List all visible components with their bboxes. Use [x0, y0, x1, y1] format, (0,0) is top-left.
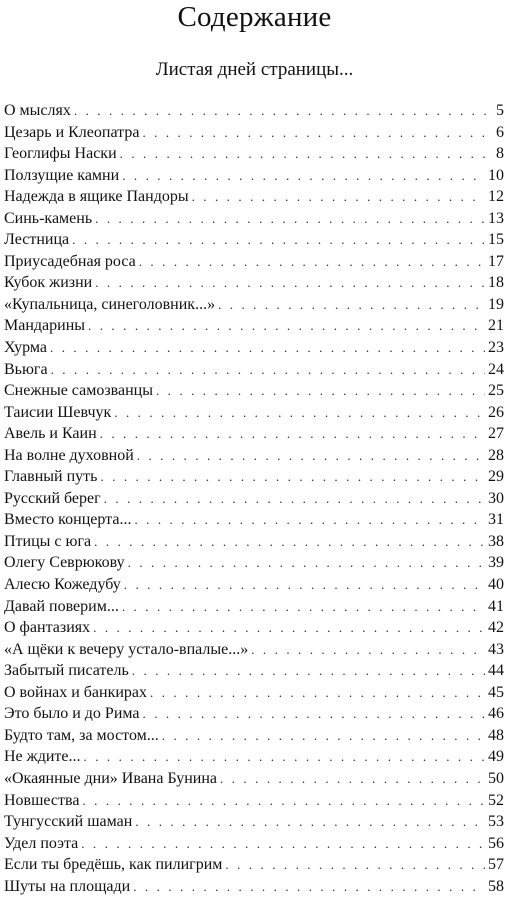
dot-leader	[95, 272, 485, 294]
toc-entry[interactable]	[4, 596, 504, 618]
toc-entry[interactable]	[4, 272, 504, 294]
toc-entry-title: Олегу Севрюкову	[4, 554, 125, 572]
dot-leader	[74, 100, 487, 122]
toc-entry[interactable]	[4, 466, 504, 488]
toc-entry[interactable]	[4, 725, 504, 747]
toc-entry-title: Если ты бредёшь, как пилигрим	[4, 856, 223, 874]
dot-leader	[81, 833, 485, 855]
toc-entry-page-number: 58	[488, 877, 504, 895]
toc-entry-page-number: 57	[488, 856, 504, 874]
toc-entry-title: Ползущие камни	[4, 166, 120, 184]
dot-leader	[162, 725, 485, 747]
dot-leader	[220, 768, 485, 790]
toc-entry-title: Удел поэта	[4, 834, 79, 852]
toc-entry-page-number: 19	[488, 295, 504, 313]
dot-leader	[120, 143, 487, 165]
toc-entry-page-number: 46	[488, 705, 504, 723]
toc-entry[interactable]	[4, 143, 504, 165]
dot-leader	[122, 596, 485, 618]
toc-entry-title: Шуты на площади	[4, 877, 131, 895]
toc-entry-title: О мыслях	[4, 102, 71, 119]
toc-entry-page-number: 31	[488, 511, 504, 529]
dot-leader	[124, 574, 485, 596]
dot-leader	[137, 445, 485, 467]
toc-entry-title: Таисии Шевчук	[4, 403, 112, 421]
toc-entry[interactable]	[4, 337, 504, 359]
toc-entry-page-number: 42	[488, 619, 504, 637]
dot-leader	[50, 337, 485, 359]
toc-entry[interactable]	[4, 552, 504, 574]
toc-entry-title: О войнах и банкирах	[4, 683, 148, 701]
toc-entry-page-number: 44	[488, 662, 504, 680]
dot-leader	[114, 402, 485, 424]
dot-leader	[122, 165, 485, 187]
toc-entry-title: Авель и Каин	[4, 425, 97, 443]
toc-entry[interactable]	[4, 100, 504, 122]
toc-entry-title: Забытый писатель	[4, 662, 129, 680]
toc-entry[interactable]	[4, 165, 504, 187]
toc-entry-page-number: 30	[488, 489, 504, 507]
toc-entry-page-number: 15	[488, 231, 504, 249]
toc-entry[interactable]	[4, 617, 504, 639]
toc-entry[interactable]	[4, 423, 504, 445]
toc-entry-page-number: 53	[488, 813, 504, 831]
toc-entry[interactable]	[4, 294, 504, 316]
toc-entry[interactable]	[4, 703, 504, 725]
toc-entry-title: Не ждите...	[4, 748, 81, 766]
toc-entry[interactable]	[4, 380, 504, 402]
toc-entry[interactable]	[4, 488, 504, 510]
toc-entry[interactable]	[4, 682, 504, 704]
toc-entry-title: Лестница	[4, 231, 70, 249]
toc-entry[interactable]	[4, 876, 504, 897]
toc-entry-page-number: 29	[488, 468, 504, 486]
toc-entry[interactable]	[4, 509, 504, 531]
toc-entry-page-number: 25	[488, 382, 504, 400]
table-of-contents	[4, 100, 504, 897]
toc-entry-page-number: 12	[488, 188, 504, 206]
toc-entry-page-number: 40	[488, 576, 504, 594]
toc-entry[interactable]	[4, 639, 504, 661]
dot-leader	[93, 617, 485, 639]
toc-entry-title: Геоглифы Наски	[4, 145, 117, 163]
toc-entry-title: Вместо концерта...	[4, 511, 132, 529]
toc-entry[interactable]	[4, 315, 504, 337]
toc-entry[interactable]	[4, 531, 504, 553]
dot-leader	[95, 208, 485, 230]
toc-entry-title: Алесю Кожедубу	[4, 576, 121, 594]
toc-entry[interactable]	[4, 790, 504, 812]
toc-entry-page-number: 6	[496, 123, 504, 141]
toc-entry[interactable]	[4, 768, 504, 790]
toc-entry-title: Главный путь	[4, 468, 98, 486]
dot-leader	[132, 660, 485, 682]
dot-leader	[100, 466, 485, 488]
dot-leader	[134, 509, 485, 531]
toc-entry-title: «Окаянные дни» Ивана Бунина	[4, 769, 218, 787]
dot-leader	[51, 359, 485, 381]
dot-leader	[94, 531, 485, 553]
toc-entry-title: Кубок жизни	[4, 274, 93, 292]
toc-entry[interactable]	[4, 854, 504, 876]
toc-entry-page-number: 38	[488, 532, 504, 550]
toc-entry-title: О фантазиях	[4, 619, 91, 637]
dot-leader	[142, 122, 487, 144]
toc-entry-page-number: 18	[488, 274, 504, 292]
dot-leader	[128, 552, 485, 574]
toc-entry-title: Надежда в ящике Пандоры	[4, 188, 189, 206]
toc-entry-page-number: 5	[496, 102, 504, 119]
dot-leader	[100, 423, 485, 445]
toc-entry-page-number: 17	[488, 252, 504, 270]
toc-entry[interactable]	[4, 359, 504, 381]
toc-entry-title: «А щёки к вечеру устало-впалые...»	[4, 640, 249, 658]
dot-leader	[192, 186, 485, 208]
toc-entry-page-number: 41	[488, 597, 504, 615]
dot-leader	[72, 229, 485, 251]
dot-leader	[218, 294, 485, 316]
page-title: Содержание	[177, 1, 332, 33]
toc-entry-page-number: 23	[488, 339, 504, 357]
toc-entry-title: Давай поверим...	[4, 597, 119, 615]
section-title: Листая дней страницы...	[155, 59, 354, 80]
dot-leader	[84, 746, 485, 768]
toc-entry-page-number: 28	[488, 446, 504, 464]
toc-entry-title: Мандарины	[4, 317, 86, 335]
toc-entry-page-number: 26	[488, 403, 504, 421]
toc-entry-title: Цезарь и Клеопатра	[4, 123, 140, 141]
toc-entry[interactable]	[4, 402, 504, 424]
dot-leader	[150, 682, 485, 704]
toc-entry-page-number: 45	[488, 683, 504, 701]
toc-entry-title: Вьюга	[4, 360, 48, 378]
toc-entry-title: «Купальница, синеголовник...»	[4, 295, 216, 313]
toc-entry-page-number: 8	[496, 145, 504, 163]
toc-entry-title: На волне духовной	[4, 446, 134, 464]
toc-entry-title: Новшества	[4, 791, 80, 809]
dot-leader	[135, 811, 485, 833]
toc-entry-title: Будто там, за мостом...	[4, 726, 159, 744]
toc-entry[interactable]	[4, 833, 504, 855]
toc-entry[interactable]	[4, 229, 504, 251]
toc-entry[interactable]	[4, 445, 504, 467]
dot-leader	[88, 315, 485, 337]
toc-entry-page-number: 10	[488, 166, 504, 184]
toc-entry[interactable]	[4, 746, 504, 768]
toc-entry-title: Приусадебная роса	[4, 252, 136, 270]
toc-entry-title: Птицы с юга	[4, 532, 92, 550]
toc-entry-title: Синь-камень	[4, 209, 93, 227]
toc-entry-page-number: 13	[488, 209, 504, 227]
toc-entry-page-number: 21	[488, 317, 504, 335]
toc-entry-page-number: 52	[488, 791, 504, 809]
dot-leader	[156, 380, 485, 402]
toc-entry[interactable]	[4, 122, 504, 144]
dot-leader	[133, 876, 485, 897]
toc-entry-page-number: 39	[488, 554, 504, 572]
toc-entry-page-number: 49	[488, 748, 504, 766]
dot-leader	[104, 488, 485, 510]
toc-entry-title: Снежные самозванцы	[4, 382, 153, 400]
dot-leader	[82, 790, 485, 812]
toc-entry-page-number: 24	[488, 360, 504, 378]
toc-entry[interactable]	[4, 251, 504, 273]
toc-entry[interactable]	[4, 208, 504, 230]
dot-leader	[225, 854, 485, 876]
dot-leader	[139, 251, 485, 273]
toc-entry-title: Это было и до Рима	[4, 705, 140, 723]
toc-entry[interactable]	[4, 811, 504, 833]
toc-entry-page-number: 27	[488, 425, 504, 443]
toc-entry-page-number: 48	[488, 726, 504, 744]
toc-entry-page-number: 56	[488, 834, 504, 852]
dot-leader	[251, 639, 485, 661]
toc-entry-title: Русский берег	[4, 489, 101, 507]
toc-entry-page-number: 43	[488, 640, 504, 658]
toc-entry[interactable]	[4, 574, 504, 596]
toc-entry-title: Хурма	[4, 339, 48, 357]
toc-entry[interactable]	[4, 660, 504, 682]
toc-entry-page-number: 50	[488, 769, 504, 787]
dot-leader	[143, 703, 486, 725]
toc-entry[interactable]	[4, 186, 504, 208]
toc-entry-title: Тунгусский шаман	[4, 813, 133, 831]
